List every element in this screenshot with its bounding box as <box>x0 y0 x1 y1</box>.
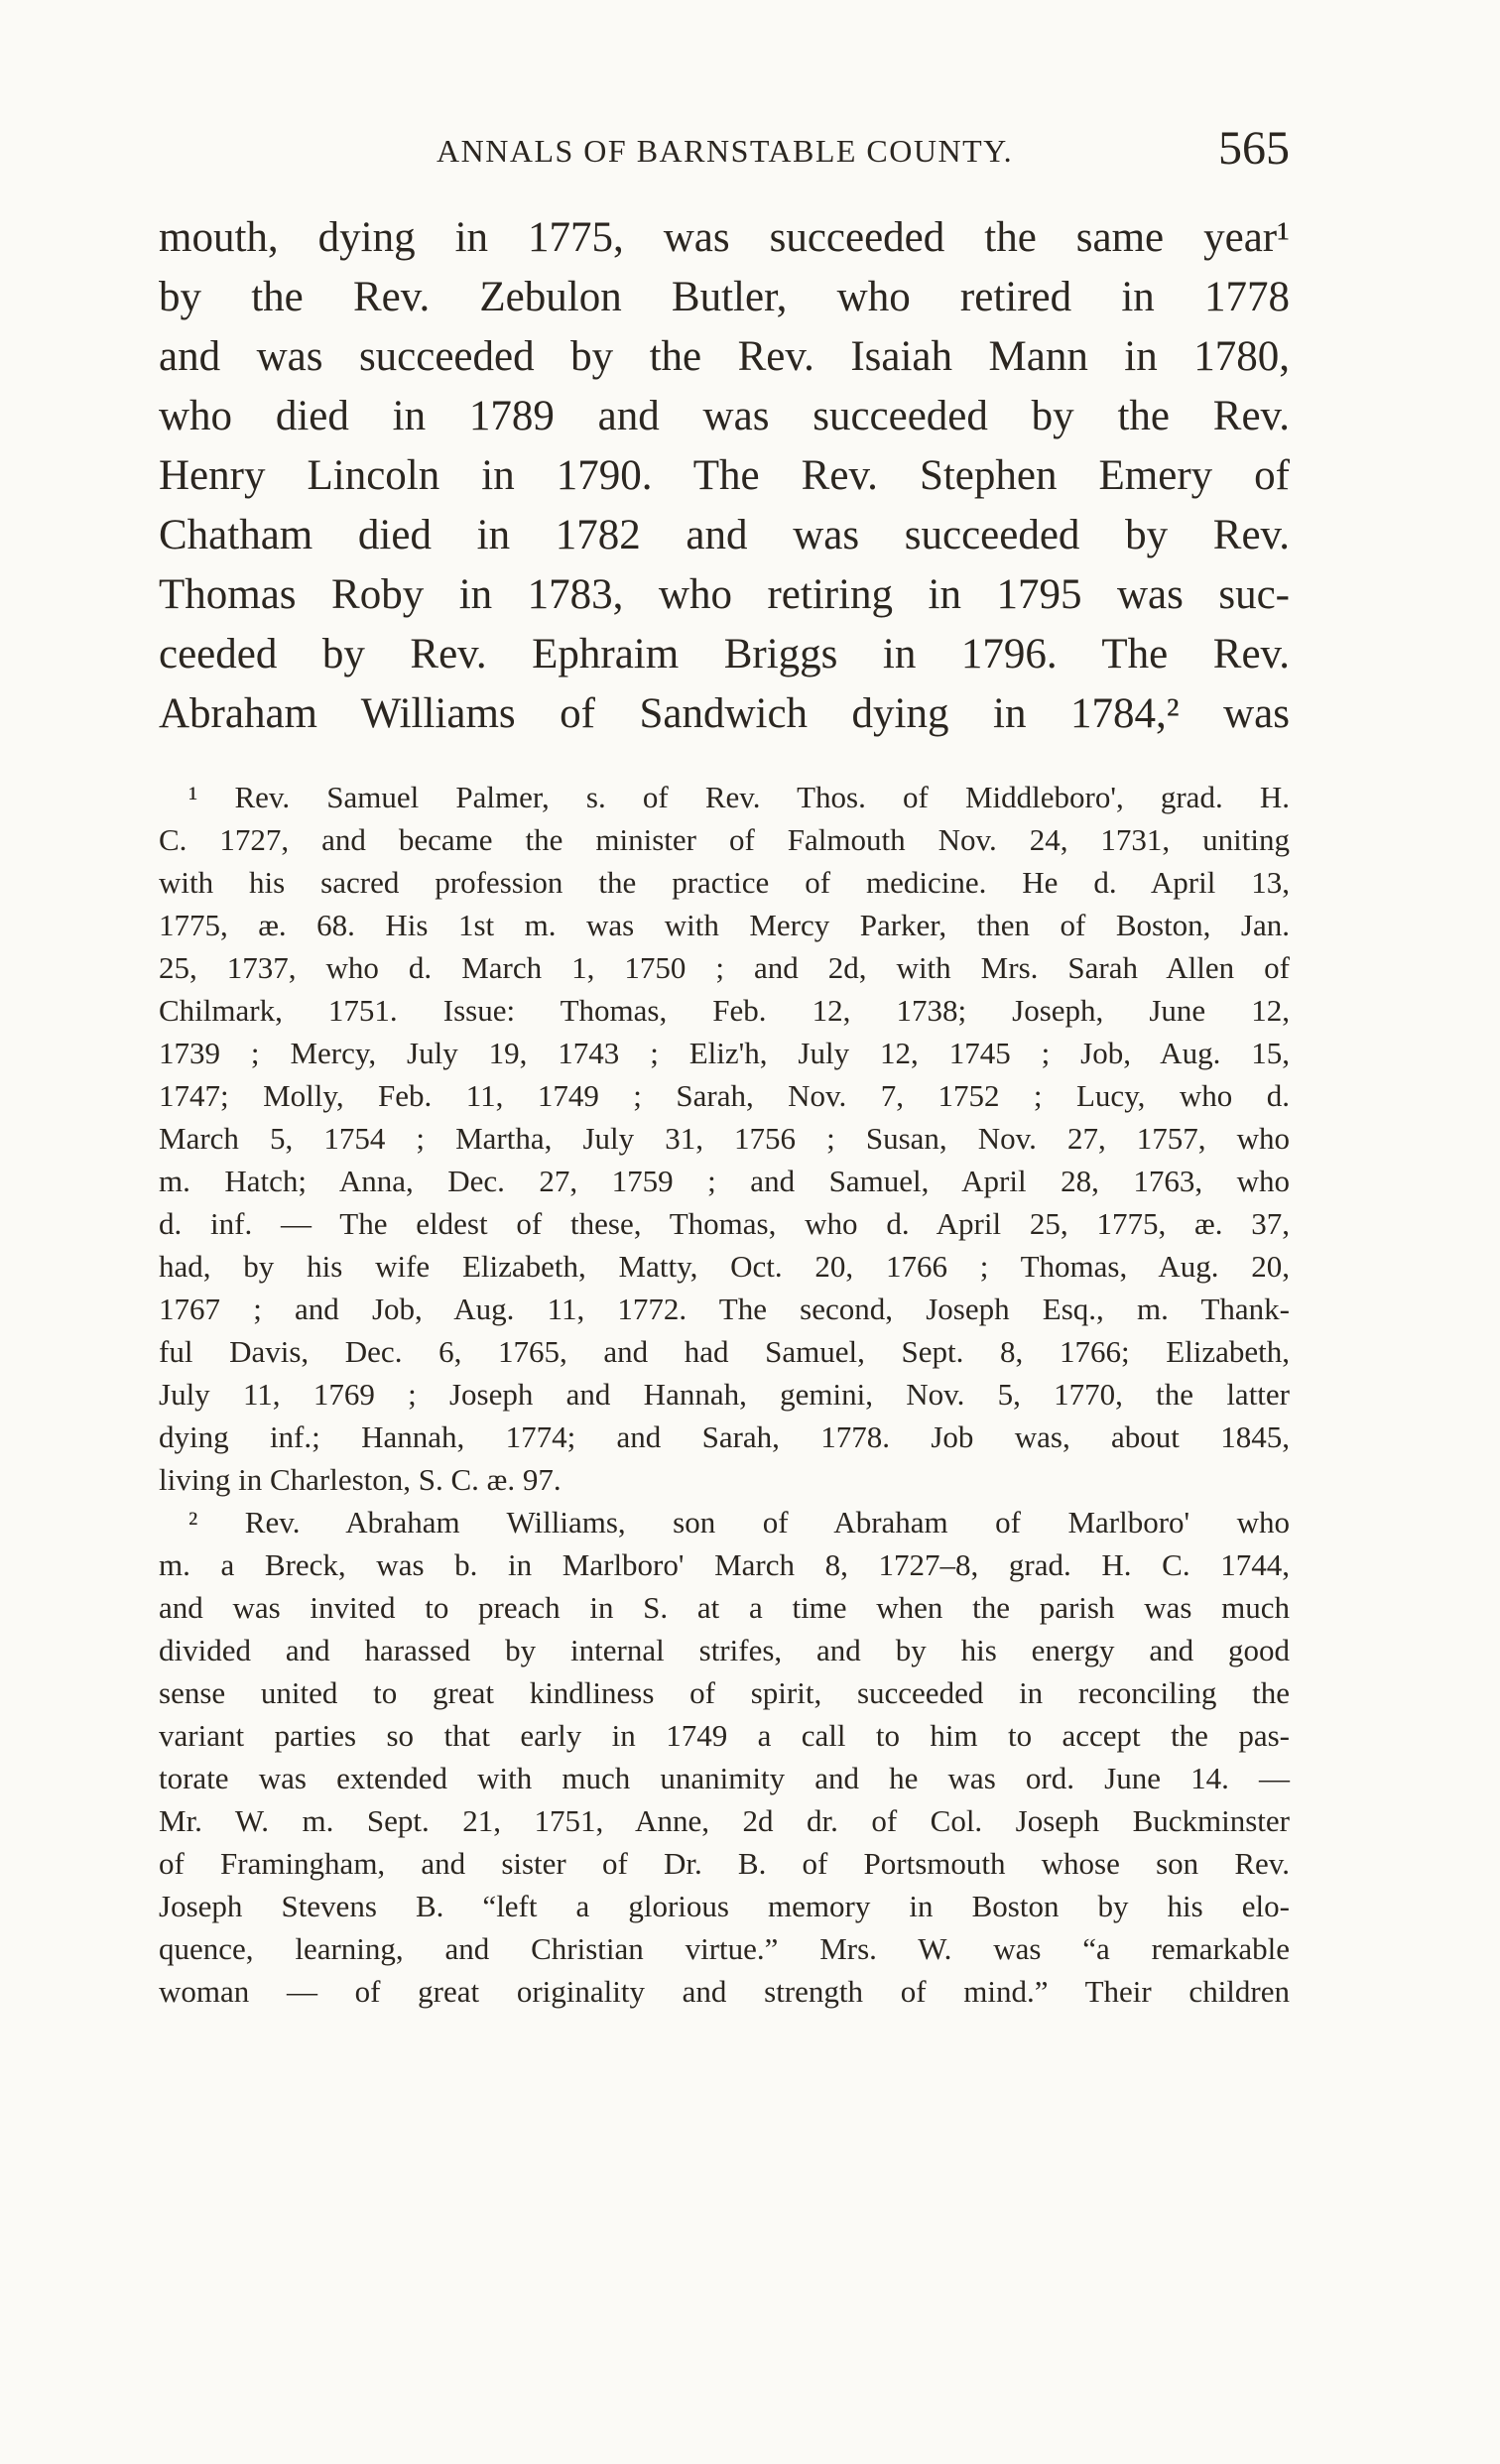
footnote-1-line: had, by his wife Elizabeth, Matty, Oct. 20, 1766 ; Thomas, Aug. 20, <box>159 1249 1290 1284</box>
main-text <box>159 208 1290 744</box>
body-line: Henry Lincoln in 1790. The Rev. Stephen Emery of <box>159 452 1290 499</box>
footnote-2-line: Joseph Stevens B. “left a glorious memory in Boston by his elo- <box>159 1889 1290 1923</box>
footnote-2-line: torate was extended with much unanimity and he was ord. June 14. — <box>159 1761 1290 1795</box>
page-number: 565 <box>1218 122 1290 175</box>
footnote-1-line: Chilmark, 1751. Issue: Thomas, Feb. 12, 1738; Joseph, June 12, <box>159 993 1290 1028</box>
footnote-1-line: 1775, æ. 68. His 1st m. was with Mercy Parker, then of Boston, Jan. <box>159 908 1290 942</box>
footnote-1-line: with his sacred profession the practice of medicine. He d. April 13, <box>159 865 1290 900</box>
body-line: Thomas Roby in 1783, who retiring in 1795 was suc- <box>159 571 1290 618</box>
footnote-2-line: woman — of great originality and strength of mind.” Their children <box>159 1974 1290 2009</box>
body-line: who died in 1789 and was succeeded by the Rev. <box>159 393 1290 439</box>
footnote-2-line: of Framingham, and sister of Dr. B. of Portsmouth whose son Rev. <box>159 1846 1290 1881</box>
footnote-1-line: dying inf.; Hannah, 1774; and Sarah, 1778. Job was, about 1845, <box>159 1419 1290 1454</box>
footnote-1-line: 1739 ; Mercy, July 19, 1743 ; Eliz'h, July 12, 1745 ; Job, Aug. 15, <box>159 1036 1290 1070</box>
body-line: Chatham died in 1782 and was succeeded by Rev. <box>159 512 1290 558</box>
footnote-1-line: d. inf. — The eldest of these, Thomas, who d. April 25, 1775, æ. 37, <box>159 1206 1290 1241</box>
footnote-2-line: variant parties so that early in 1749 a call to him to accept the pas- <box>159 1718 1290 1753</box>
body-line: Abraham Williams of Sandwich dying in 1784,² was <box>159 690 1290 737</box>
running-head <box>159 121 1290 181</box>
footnote-2-line: m. a Breck, was b. in Marlboro' March 8, 1727–8, grad. H. C. 1744, <box>159 1547 1290 1582</box>
running-title: ANNALS OF BARNSTABLE COUNTY. <box>437 133 1014 169</box>
footnote-1-line: July 11, 1769 ; Joseph and Hannah, gemini, Nov. 5, 1770, the latter <box>159 1377 1290 1412</box>
footnote-2-line: Mr. W. m. Sept. 21, 1751, Anne, 2d dr. of Col. Joseph Buckminster <box>159 1803 1290 1838</box>
footnote-1-line: C. 1727, and became the minister of Falmouth Nov. 24, 1731, uniting <box>159 822 1290 857</box>
footnote-2-line: divided and harassed by internal strifes, and by his energy and good <box>159 1633 1290 1667</box>
footnote-2-line: ² Rev. Abraham Williams, son of Abraham of Marlboro' who <box>188 1505 1290 1540</box>
body-line: and was succeeded by the Rev. Isaiah Mann in 1780, <box>159 333 1290 380</box>
footnote-2-line: and was invited to preach in S. at a time when the parish was much <box>159 1590 1290 1625</box>
footnote-1-line: living in Charleston, S. C. æ. 97. <box>159 1462 562 1497</box>
footnote-1-line: 1767 ; and Job, Aug. 11, 1772. The second, Joseph Esq., m. Thank- <box>159 1292 1290 1326</box>
footnote-1-line: 25, 1737, who d. March 1, 1750 ; and 2d, with Mrs. Sarah Allen of <box>159 950 1290 985</box>
body-line: ceeded by Rev. Ephraim Briggs in 1796. The Rev. <box>159 631 1290 678</box>
body-line: mouth, dying in 1775, was succeeded the same year¹ <box>159 214 1290 261</box>
footnote-2-line: quence, learning, and Christian virtue.” Mrs. W. was “a remarkable <box>159 1931 1290 1966</box>
footnote-1-line: ful Davis, Dec. 6, 1765, and had Samuel, Sept. 8, 1766; Elizabeth, <box>159 1334 1290 1369</box>
body-line: by the Rev. Zebulon Butler, who retired in 1778 <box>159 274 1290 320</box>
footnote-1-line: March 5, 1754 ; Martha, July 31, 1756 ; Susan, Nov. 27, 1757, who <box>159 1121 1290 1156</box>
footnote-1-line: ¹ Rev. Samuel Palmer, s. of Rev. Thos. of Middleboro', grad. H. <box>188 780 1290 814</box>
footnotes <box>159 776 1290 2013</box>
footnote-2-line: sense united to great kindliness of spirit, succeeded in reconciling the <box>159 1675 1290 1710</box>
footnote-1-line: m. Hatch; Anna, Dec. 27, 1759 ; and Samuel, April 28, 1763, who <box>159 1164 1290 1198</box>
footnote-1-line: 1747; Molly, Feb. 11, 1749 ; Sarah, Nov. 7, 1752 ; Lucy, who d. <box>159 1078 1290 1113</box>
